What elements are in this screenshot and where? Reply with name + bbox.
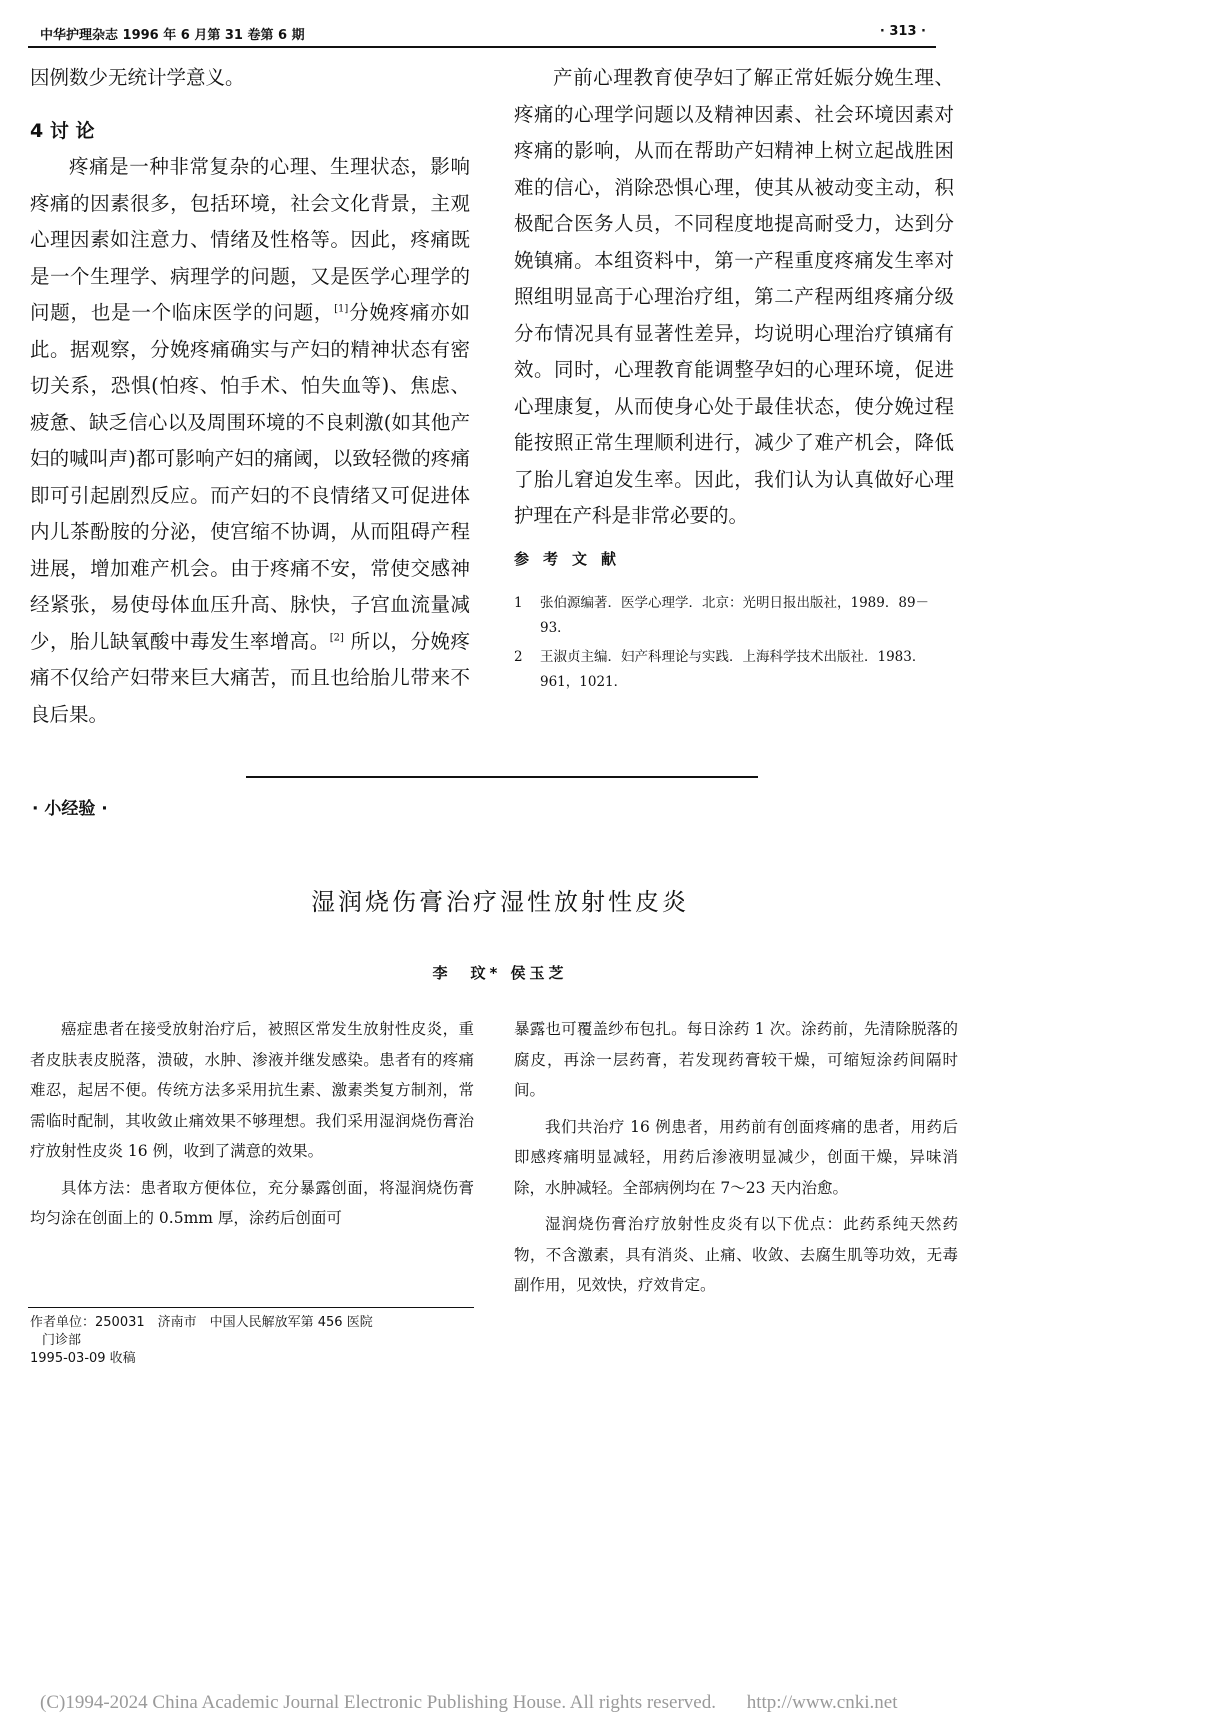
section-divider [246,776,758,778]
footnote-rule [28,1307,474,1308]
author-department: 门诊部 [42,1333,82,1348]
copyright-notice [40,1692,1190,1714]
received-date: 1995-03-09 收稿 [30,1351,136,1366]
journal-info: 中华护理杂志 1996 年 6 月第 31 卷第 6 期 [40,28,305,43]
article-paragraph: 暴露也可覆盖纱布包扎。每日涂药 1 次。涂药前，先清除脱落的腐皮，再涂一层药膏，若发现药膏较干燥，可缩短涂药间隔时间。 [514,1020,958,1099]
author-unit: 作者单位：250031 济南市 中国人民解放军第 456 医院 [30,1315,373,1330]
references-list [514,591,954,695]
upper-left-column [30,60,470,733]
article-authors: 李 玟* 侯玉芝 [432,964,568,982]
reference-item [514,591,954,641]
discussion-text-1: 疼痛是一种非常复杂的心理、生理状态，影响疼痛的因素很多，包括环境，社会文化背景，主观心理因素如注意力、情绪及性格等。因此，疼痛既是一个生理学、病理学的问题，又是医学心理学的问题，也是一个临床医学的问题， [30,155,470,324]
citation-1: [1] [334,303,349,315]
article-paragraph: 我们共治疗 16 例患者，用药前有创面疼痛的患者，用药后即感疼痛明显减轻，用药后渗液明显减少，创面干燥，异味消除，水肿减轻。全部病例均在 7～23 天内治愈。 [514,1117,958,1197]
article-paragraph: 具体方法：患者取方便体位，充分暴露创面，将湿润烧伤膏均匀涂在创面上的 0.5mm 厚，涂药后创面可 [30,1178,474,1227]
discussion-text-3: 所以，分娩疼痛不仅给产妇带来巨大痛苦，而且也给胎儿带来不良后果。 [30,629,470,726]
reference-text: 张伯源编著．医学心理学．北京：光明日报出版社，1989．89－93． [540,594,930,636]
citation-2: [2] [329,632,344,643]
column-label: · 小经验 · [32,799,108,819]
article-left-column [30,1014,474,1234]
article-title: 湿润烧伤膏治疗湿性放射性皮炎 [311,888,689,916]
copyright-url: http://www.cnki.net [746,1692,898,1713]
upper-right-column [514,60,954,695]
article-paragraph: 湿润烧伤膏治疗放射性皮炎有以下优点：此药系纯天然药物，不含激素，具有消炎、止痛、收敛、去腐生肌等功效，无毒副作用，见效快，疗效肯定。 [514,1215,958,1294]
reference-text: 王淑贞主编．妇产科理论与实践．上海科学技术出版社．1983．961，1021． [540,648,926,690]
running-header [28,22,936,48]
reference-item [514,645,954,695]
copyright-text: (C)1994-2024 China Academic Journal Electronic Publishing House. All rights reserved. [40,1692,716,1713]
article-right-column [514,1014,958,1301]
footnote [30,1314,470,1368]
intro-line: 因例数少无统计学意义。 [30,66,245,89]
conclusion-paragraph: 产前心理教育使孕妇了解正常妊娠分娩生理、疼痛的心理学问题以及精神因素、社会环境因素对疼痛的影响，从而在帮助产妇精神上树立起战胜困难的信心，消除恐惧心理，使其从被动变主动，积极配合医务人员，不同程度地提高耐受力，达到分娩镇痛。本组资料中，第一产程重度疼痛发生率对照组明显高于心理治疗组，第二产程两组疼痛分级分布情况具有显著性差异，均说明心理治疗镇痛有效。同时，心理教育能调整孕妇的心理环境，促进心理康复，从而使身心处于最佳状态，使分娩过程能按照正常生理顺利进行，减少了难产机会，降低了胎儿窘迫发生率。因此，我们认为认真做好心理护理在产科是非常必要的。 [514,66,954,527]
discussion-text-2: 分娩疼痛亦如此。据观察，分娩疼痛确实与产妇的精神状态有密切关系，恐惧(怕疼、怕手术、怕失血等)、焦虑、疲惫、缺乏信心以及周围环境的不良刺激(如其他产妇的喊叫声)都可影响产妇的痛阈，以致轻微的疼痛即可引起剧烈反应。而产妇的不良情绪又可促进体内儿茶酚胺的分泌，使宫缩不协调，从而阻碍产程进展，增加难产机会。由于疼痛不安，常使交感神经紧张，易使母体血压升高、脉快，子宫血流量减少，胎儿缺氧酸中毒发生率增高。 [30,301,470,653]
reference-number: 1 [514,594,523,611]
references-title: 参考文献 [514,549,631,568]
section-heading: 4 讨 论 [30,119,95,142]
page-number: · 313 · [879,24,926,39]
article-paragraph: 癌症患者在接受放射治疗后，被照区常发生放射性皮炎，重者皮肤表皮脱落，溃破，水肿、渗液并继发感染。患者有的疼痛难忍，起居不便。传统方法多采用抗生素、激素类复方制剂，常需临时配制，其收敛止痛效果不够理想。我们采用湿润烧伤膏治疗放射性皮炎 16 例，收到了满意的效果。 [30,1020,474,1160]
reference-number: 2 [514,648,523,665]
discussion-paragraph [30,149,470,733]
